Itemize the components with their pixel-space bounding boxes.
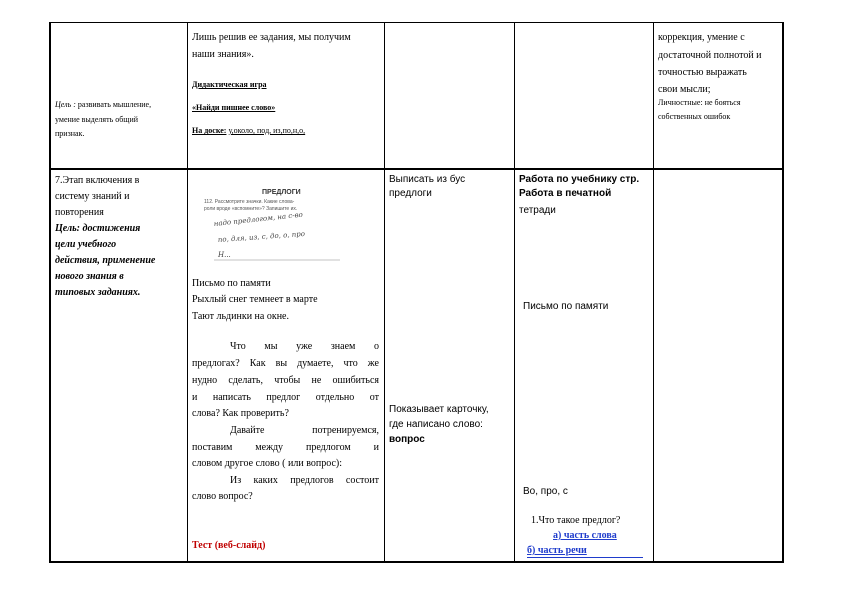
stage-title-line1: 7.Этап включения в [55,175,140,186]
textbook-scan-image [200,182,370,264]
train-line1: Давайте потренируемся, [230,425,379,436]
row1-col5-line5: Личностные: не бояться [658,98,741,107]
table-row-divider [49,168,783,170]
question-line3: нудно сделать, чтобы не ошибиться [192,375,379,386]
stage-goal-line3: действия, применение [55,255,156,266]
row1-col5-line4: свои мысли; [658,84,711,95]
scan-task2: роли вроде «вспомните»? Запишите их. [204,206,298,212]
which-line1: Из каких предлогов состоит [230,475,379,486]
board-text: у,около, под, из,по,н,о, [228,126,306,135]
card-word: вопрос [389,434,425,445]
board-line [192,123,305,139]
train-line3: словом другое слово ( или вопрос): [192,458,342,469]
table-col-line-1 [187,22,188,563]
goal-label: Цель : [55,100,76,109]
stage-title-line3: повторения [55,207,104,218]
task-line1: Выписать из бус [389,174,466,185]
table-col-line-0 [49,22,51,563]
table-border-top [49,22,783,23]
dictation-title: Письмо по памяти [192,278,271,289]
scan-title: ПРЕДЛОГИ [262,189,301,196]
question-line2: предлогах? Как вы думаете, что же [192,358,379,369]
row1-col5-line6: собственных ошибок [658,112,731,121]
quiz-underline [527,557,643,558]
stage-title-line2: систему знаний и [55,191,130,202]
question-line1: Что мы уже знаем о [230,341,379,352]
scan-task: 112. Рассмотрите значки. Какие слова- [204,199,295,205]
stage-goal-line1: Цель: достижения [55,223,141,234]
scan-handwriting-3: Н... [218,251,231,259]
work-line2: Работа в печатной [519,188,612,199]
goal-text: развивать мышление, [77,100,152,109]
card-line2: где написано слово: [389,419,483,430]
stage-goal-line2: цели учебного [55,239,117,250]
train-line2: поставим между предлогом и [192,442,379,453]
row1-goal-line2: умение выделять общий [55,115,139,124]
row1-col5-line3: точностью выражать [658,67,747,78]
dictation-line2: Тают льдинки на окне. [192,311,289,322]
table-col-line-3 [514,22,515,563]
work-line1: Работа по учебнику стр. [519,174,640,185]
question-line4: и написать предлог отдельно от [192,392,379,403]
quiz-option-a[interactable]: а) часть слова [553,530,617,541]
test-link[interactable]: Тест (веб-слайд) [192,540,266,551]
card-line1: Показывает карточку, [389,404,489,415]
row1-text-line2: наши знания». [192,49,254,60]
row1-text-line1: Лишь решив ее задания, мы получим [192,32,351,43]
work-line3: тетради [519,205,556,216]
scan-handwriting-2: по, для, из, с, до, о, про [217,229,306,244]
col4-dictation: Письмо по памяти [523,301,609,312]
table-col-line-2 [384,22,385,563]
table-col-line-4 [653,22,654,563]
row1-goal [55,97,151,113]
stage-goal-line5: типовых заданиях. [55,287,141,298]
stage-goal-line4: нового знания в [55,271,124,282]
table-col-line-5 [782,22,784,563]
quiz-question: 1.Что такое предлог? [531,515,621,526]
scan-handwriting-1: надо предлогом, на с-во [213,210,304,228]
row1-col5-line1: коррекция, умение с [658,32,745,43]
task-line2: предлоги [389,188,432,199]
row1-goal-line3: признак. [55,129,85,138]
col4-answer: Во, про, с [523,486,568,497]
dictation-line1: Рыхлый снег темнеет в марте [192,294,318,305]
row1-col5-line2: достаточной полнотой и [658,50,762,61]
board-label: На доске: [192,126,227,135]
game-label: Дидактическая игра [192,80,267,89]
table-border-bottom [49,561,783,563]
quiz-option-b[interactable]: б) часть речи [527,545,587,556]
question-line5: слова? Как проверить? [192,408,289,419]
which-line2: слово вопрос? [192,491,253,502]
game-name: «Найди пишнее слово» [192,103,276,112]
